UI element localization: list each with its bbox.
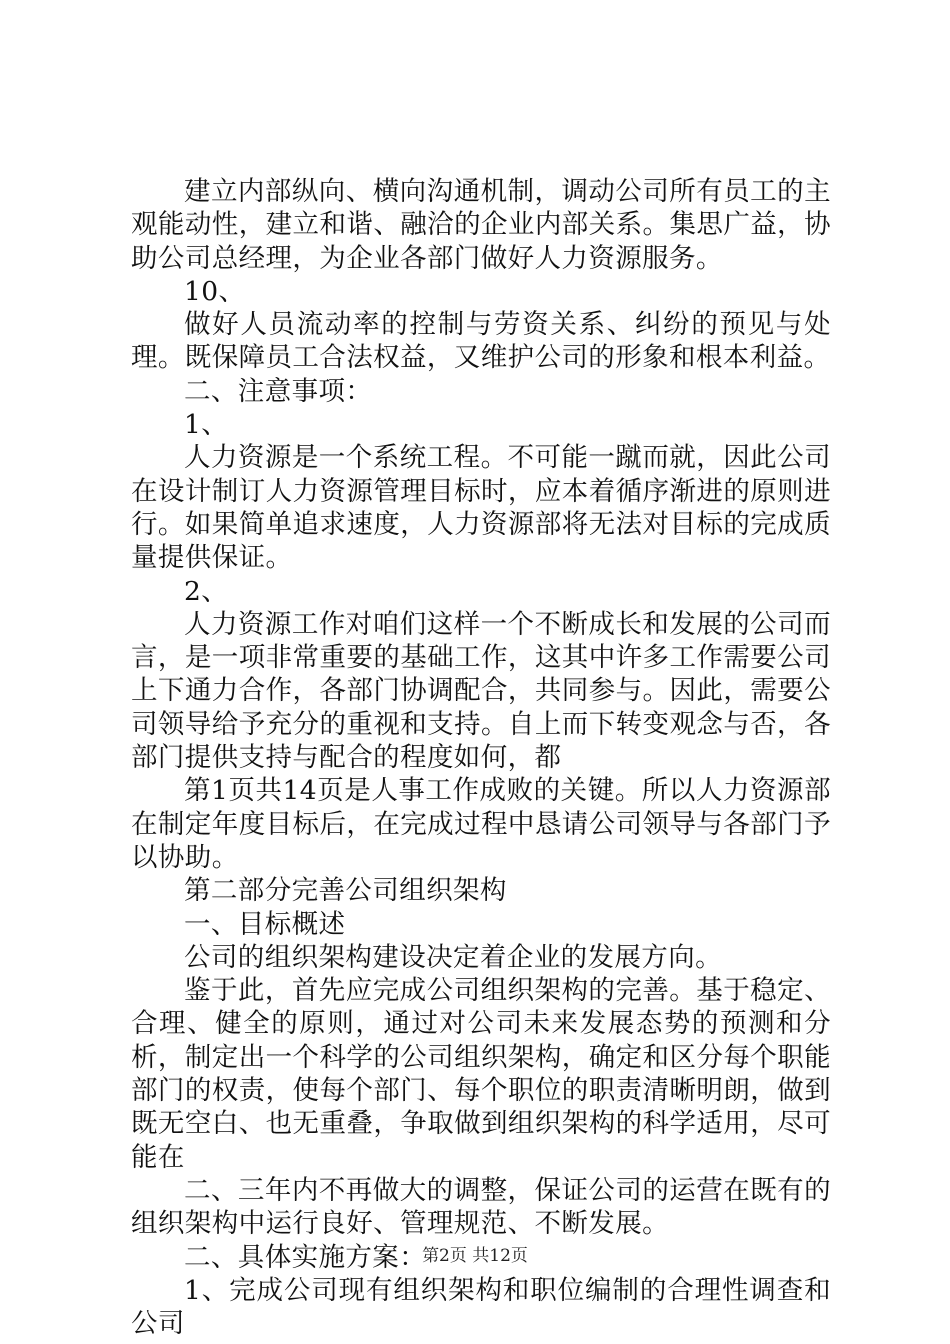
document-body (131, 175, 831, 1340)
section-heading: 二、具体实施方案： (184, 1241, 427, 1273)
paragraph: 公司的组织架构建设决定着企业的发展方向。 (184, 941, 722, 973)
paragraph: 做好人员流动率的控制与劳资关系、纠纷的预见与处理。既保障员工合法权益，又维护公司的形象和根本利益。 (131, 309, 831, 374)
section-heading: 第二部分完善公司组织架构 (184, 875, 507, 907)
paragraph: 建立内部纵向、横向沟通机制，调动公司所有员工的主观能动性，建立和谐、融洽的企业内部关系。集思广益，协助公司总经理，为企业各部门做好人力资源服务。 (131, 176, 831, 274)
section-heading: 二、注意事项： (184, 375, 373, 407)
paragraph: 1、完成公司现有组织架构和职位编制的合理性调查和公司 (131, 1274, 831, 1340)
paragraph: 人力资源工作对咱们这样一个不断成长和发展的公司而言，是一项非常重要的基础工作，这其中许多工作需要公司上下通力合作，各部门协调配合，共同参与。因此，需要公司领导给予充分的重视和支持。自上而下转变观念与否，各部门提供支持与配合的程度如何，都 (131, 608, 831, 774)
page-footer: 第2页 共12页 (422, 1246, 528, 1266)
paragraph: 2、 (184, 575, 229, 607)
paragraph: 人力资源是一个系统工程。不可能一蹴而就，因此公司在设计制订人力资源管理目标时，应本着循序渐进的原则进行。如果简单追求速度，人力资源部将无法对目标的完成质量提供保证。 (131, 442, 831, 574)
paragraph: 第1页共14页是人事工作成败的关键。所以人力资源部在制定年度目标后，在完成过程中恳请公司领导与各部门予以协助。 (131, 775, 831, 873)
section-heading: 一、目标概述 (184, 908, 346, 940)
paragraph: 10、 (184, 275, 246, 307)
paragraph: 二、三年内不再做大的调整，保证公司的运营在既有的组织架构中运行良好、管理规范、不断发展。 (131, 1174, 831, 1240)
paragraph: 鉴于此，首先应完成公司组织架构的完善。基于稳定、合理、健全的原则，通过对公司未来发展态势的预测和分析，制定出一个科学的公司组织架构，确定和区分每个职能部门的权责，使每个部门、每个职位的职责清晰明朗，做到既无空白、也无重叠，争取做到组织架构的科学适用，尽可能在 (131, 975, 831, 1173)
paragraph: 1、 (184, 409, 229, 441)
